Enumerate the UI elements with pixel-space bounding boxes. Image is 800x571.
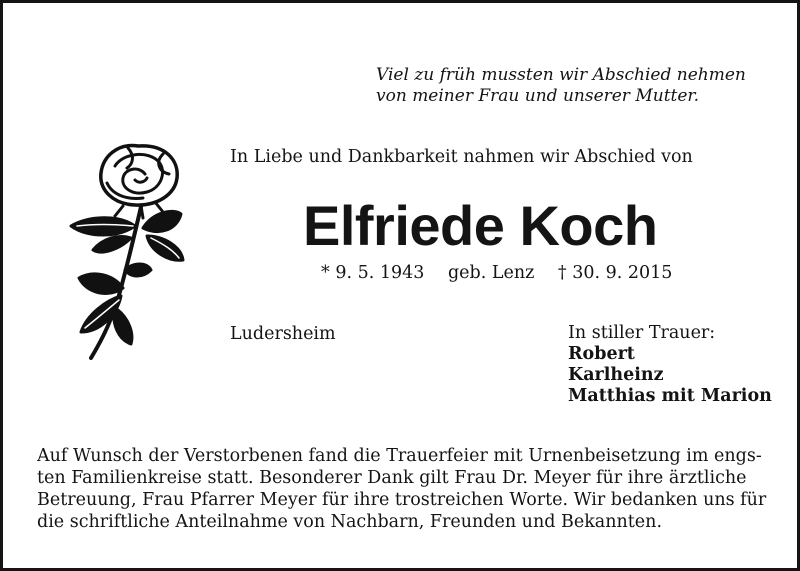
mourner-name: Matthias mit Marion xyxy=(568,386,772,406)
closing-line-4: die schriftliche Anteilnahme von Nachbarn, Freunden und Bekannten. xyxy=(37,512,663,532)
closing-text xyxy=(37,445,769,533)
closing-line-1: Auf Wunsch der Verstorbenen fand die Trauerfeier mit Urnenbeisetzung im engs- xyxy=(37,446,762,466)
life-dates xyxy=(321,262,721,284)
place-name: Ludersheim xyxy=(230,324,336,344)
intro-text: In Liebe und Dankbarkeit nahmen wir Abschied von xyxy=(230,147,693,167)
death-date: † 30. 9. 2015 xyxy=(557,263,673,283)
quote-line-1: Viel zu früh mussten wir Abschied nehmen xyxy=(376,65,746,85)
closing-line-2: ten Familienkreise statt. Besonderer Dank gilt Frau Dr. Meyer für ihre ärztliche xyxy=(37,468,747,488)
mourner-name: Robert xyxy=(568,344,635,364)
deceased-name: Elfriede Koch xyxy=(303,194,658,257)
opening-quote xyxy=(376,65,786,107)
maiden-name: geb. Lenz xyxy=(447,263,535,283)
mourner-name: Karlheinz xyxy=(568,365,664,385)
quote-line-2: von meiner Frau und unserer Mutter. xyxy=(376,86,700,106)
birth-date: * 9. 5. 1943 xyxy=(321,263,425,283)
closing-line-3: Betreuung, Frau Pfarrer Meyer für ihre trostreichen Worte. Wir bedanken uns für xyxy=(37,490,767,510)
rose-icon xyxy=(63,138,193,363)
mourners-block xyxy=(568,323,788,407)
mourners-heading: In stiller Trauer: xyxy=(568,323,716,343)
